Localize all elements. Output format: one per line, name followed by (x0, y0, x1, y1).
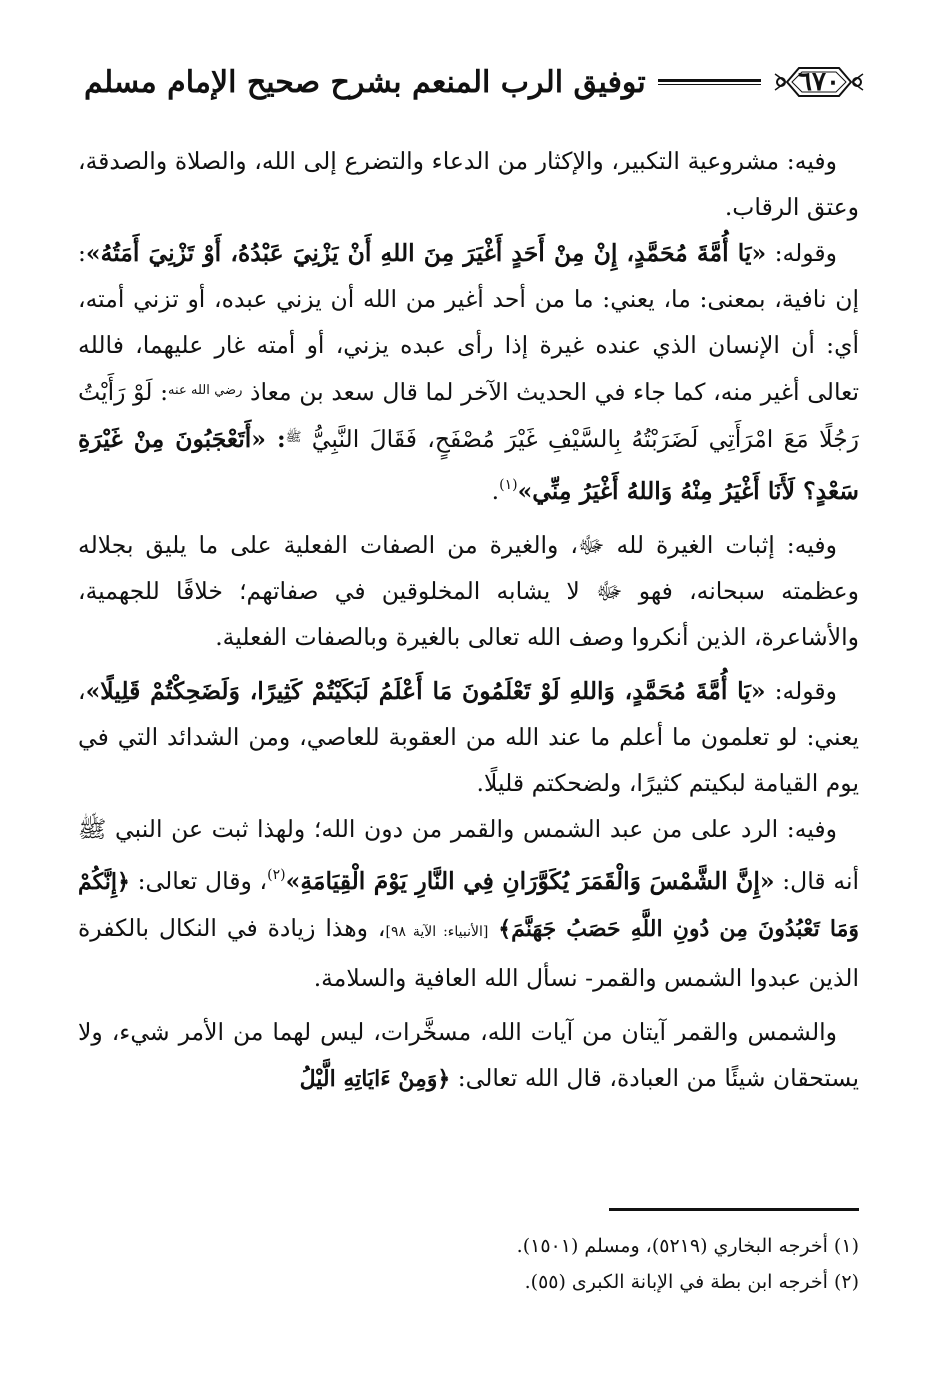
page-number-ornament (773, 62, 865, 102)
paragraph-4-text: ، يعني: لو تعلمون ما أعلم ما عند الله من العقوبة للعاصي، ومن الشدائد التي في يوم القيامة لبكيتم كثيرًا، ولضحكتم قليلًا. (78, 677, 859, 797)
paragraph-5 (78, 806, 859, 1001)
footnote-1: (١) أخرجه البخاري (٥٢١٩)، ومسلم (١٥٠١). (516, 1235, 859, 1257)
honorific-symbol: رضي الله عنه (168, 383, 243, 398)
paragraph-5-text-c: ، وهذا زيادة في النكال بالكفرة الذين عبدوا الشمس والقمر- نسأل الله العافية والسلامة. (78, 914, 859, 992)
page-number: ٦٧٠ (798, 67, 840, 97)
paragraph-6 (78, 1009, 859, 1102)
paragraph-6-text: والشمس والقمر آيتان من آيات الله، مسخَّرات، ليس لهما من الأمر شيء، ولا يستحقان شيئًا من العبادة، قال الله تعالى: (78, 1018, 859, 1092)
paragraph-1: وفيه: مشروعية التكبير، والإكثار من الدعاء والتضرع إلى الله، والصلاة والصدقة، وعتق الرقاب. (78, 147, 859, 221)
paragraph-4 (78, 668, 859, 806)
hadith-text-4: «إِنَّ الشَّمْسَ وَالْقَمَرَ يُكَوَّرَانِ فِي النَّارِ يَوْمَ الْقِيَامَةِ» (285, 867, 775, 895)
quran-verse: ﴿إِنَّكُمْ وَمَا تَعْبُدُونَ مِن دُونِ اللَّهِ حَصَبُ جَهَنَّمَ﴾ (78, 869, 859, 942)
book-title: توفيق الرب المنعم بشرح صحيح الإمام مسلم (84, 64, 646, 100)
hadith-text-2: : «أَتَعْجَبُونَ مِنْ غَيْرَةِ سَعْدٍ؟ لَأَنَا أَغْيَرُ مِنْهُ وَاللهُ أَغْيَرُ مِنِّي» (78, 425, 859, 505)
paragraph-2-end: . (491, 477, 500, 505)
paragraph-2-text: : إن نافية، بمعنى: ما، يعني: ما من أحد أغير من الله أن يزني عبده، أو تزني أمته، أي: أن الإنسان الذي عنده غيرة إذا رأى عبده يزني، أو أمته غار عليهما، فالله تعالى أغير منه، كما جاء في الحديث الآخر لما قال سعد بن معاذ (78, 239, 859, 406)
footnote-2: (٢) أخرجه ابن بطة في الإبانة الكبرى (٥٥). (524, 1271, 859, 1293)
verse-reference: [الأنبياء: الآية ٩٨] (385, 924, 489, 940)
paragraph-2-lead: وقوله: (766, 239, 837, 267)
paragraph-4-lead: وقوله: (765, 677, 837, 705)
quran-verse-2: ﴿وَمِنْ ءَايَاتِهِ الَّيْلُ (299, 1066, 451, 1092)
hadith-text: «يَا أُمَّةَ مُحَمَّدٍ، إِنْ مِنْ أَحَدٍ أَغْيَرَ مِنَ اللهِ أَنْ يَزْنِيَ عَبْدُهُ، أَوْ تَزْنِيَ أَمَتُهُ» (85, 239, 767, 267)
footnotes (200, 1228, 859, 1300)
paragraph-3: وفيه: إثبات الغيرة لله ﷻ، والغيرة من الصفات الفعلية على ما يليق بجلاله وعظمته سبحانه، فهو ﷻ لا يشابه المخلوقين في صفاتهم؛ خلافًا للجهمية، والأشاعرة، الذين أنكروا وصف الله تعالى بالغيرة وبالصفات الفعلية. (78, 531, 859, 651)
footnote-ref-2[interactable]: (٢) (267, 867, 286, 883)
paragraph-5-text: وفيه: الرد على من عبد الشمس والقمر من دون الله؛ ولهذا ثبت عن النبي ﷺ أنه قال: (78, 815, 860, 895)
paragraph-2 (78, 230, 859, 514)
saad-quote: : لَوْ رَأَيْتُ رَجُلًا مَعَ امْرَأَتِي لَضَرَبْتُهُ بِالسَّيْفِ غَيْرَ مُصْفَحٍ، فَقَالَ النَّبِيُّ (78, 378, 859, 453)
header-rule (658, 79, 761, 85)
main-text (78, 138, 859, 1102)
footnote-ref-1[interactable]: (١) (499, 477, 518, 493)
salla-symbol: ﷺ (285, 430, 302, 445)
hadith-text-3: «يَا أُمَّةَ مُحَمَّدٍ، وَاللهِ لَوْ تَعْلَمُونَ مَا أَعْلَمُ لَبَكَيْتُمْ كَثِيرًا، وَلَضَحِكْتُمْ قَلِيلًا» (85, 677, 766, 705)
paragraph-5-text-b: ، وقال تعالى: (129, 867, 268, 895)
page-header (84, 58, 865, 106)
footnote-separator (609, 1208, 859, 1211)
